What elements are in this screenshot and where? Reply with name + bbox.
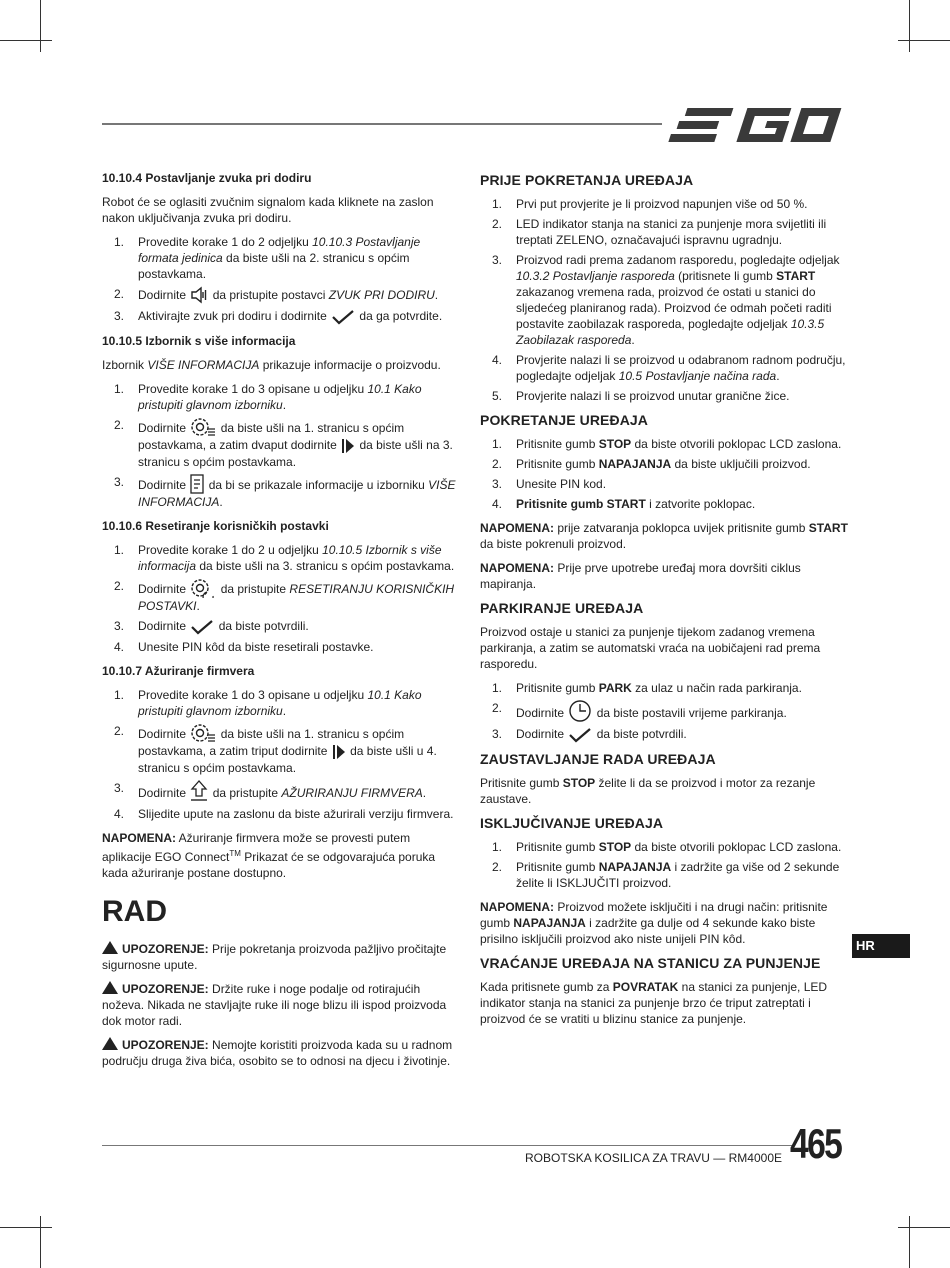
crop-mark [898, 1227, 950, 1228]
left-column [102, 170, 462, 1077]
next-page-icon [332, 744, 346, 760]
paragraph: Proizvod ostaje u stanici za punjenje tijekom zadanog vremena parkiranja, a zatim se automatski vraća na uobičajeni rad prema rasporedu. [480, 625, 821, 671]
step-list [480, 680, 848, 743]
list-item: 3. Dodirnite da bi se prikazale informacije u izborniku VIŠE INFORMACIJA. [114, 475, 456, 509]
crop-mark [0, 1227, 52, 1228]
step-list [102, 381, 462, 510]
list-item: 3. Dodirnite da pristupite AŽURIRANJU FIRMVERA. [114, 781, 427, 800]
crop-mark [40, 1216, 41, 1268]
section-heading: VRAĆANJE UREĐAJA NA STANICU ZA PUNJENJE [480, 955, 821, 971]
section-heading: PRIJE POKRETANJA UREĐAJA [480, 172, 694, 188]
list-item: 2. LED indikator stanja na stanici za punjenje mora svijetliti ili treptati ZELENO, označavajući ispravnu ugradnju. [492, 217, 827, 247]
ego-logo [668, 100, 848, 150]
page-number: 465 [790, 1120, 842, 1167]
footer-rule [102, 1145, 792, 1146]
list-item: 1. Pritisnite gumb STOP da biste otvorili poklopac LCD zaslona. [492, 840, 842, 854]
list-item: 1. Prvi put provjerite je li proizvod napunjen više od 50 %. [492, 197, 808, 211]
list-item: 1. Provedite korake 1 do 2 u odjeljku 10.10.5 Izbornik s više informacija da biste ušli na 3. stranicu s općim postavkama. [114, 543, 455, 573]
step-list [480, 196, 848, 404]
list-item: 1. Pritisnite gumb STOP da biste otvorili poklopac LCD zaslona. [492, 437, 842, 451]
step-list [102, 234, 462, 325]
section-heading: POKRETANJE UREĐAJA [480, 412, 649, 428]
list-item: 3. Aktivirajte zvuk pri dodiru i dodirnite da ga potvrdite. [114, 309, 443, 323]
paragraph: Kada pritisnete gumb za POVRATAK na stanici za punjenje, LED indikator stanja na stanici za punjenje brzo će triput zatreptati i proizvod će se vratiti u blizinu stanice za punjenje. [480, 980, 828, 1026]
note: NAPOMENA: Proizvod možete isključiti i na drugi način: pritisnite gumb NAPAJANJA i zadržite ga dulje od 4 sekunde kako biste prisilno isključili proizvod ako niste unijeli PIN kôd. [480, 900, 828, 946]
section-title: 10.10.6 Resetiranje korisničkih postavki [102, 519, 329, 533]
note: NAPOMENA: prije zatvaranja poklopca uvijek pritisnite gumb START da biste pokrenuli proizvod. [480, 521, 848, 551]
warning-icon [102, 941, 118, 954]
list-item: 1. Provedite korake 1 do 3 opisane u odjeljku 10.1 Kako pristupiti glavnom izborniku. [114, 688, 422, 718]
speaker-icon [190, 286, 208, 304]
footer-title: ROBOTSKA KOSILICA ZA TRAVU — RM4000E [525, 1151, 782, 1165]
list-item: 2. Dodirnite da biste postavili vrijeme parkiranja. [492, 701, 787, 720]
warning: UPOZORENJE: Držite ruke i noge podalje od rotirajućih noževa. Nikada ne stavljajte ruke ili noge blizu ili ispod proizvoda dok motor radi. [102, 982, 447, 1028]
paragraph: Izbornik VIŠE INFORMACIJA prikazuje informacije o proizvodu. [102, 358, 441, 372]
right-column [480, 170, 848, 1035]
step-list [480, 839, 848, 891]
list-item: 2. Dodirnite da biste ušli na 1. stranicu s općim postavkama, a zatim dvaput dodirnite da biste ušli na 3. stranicu s općim postavkama. [114, 418, 453, 469]
next-page-icon [341, 438, 355, 454]
checkmark-icon [190, 619, 214, 635]
step-list [480, 436, 848, 512]
list-item: 2. Pritisnite gumb NAPAJANJA i zadržite ga više od 2 sekunde želite li ISKLJUČITI proizvod. [492, 860, 840, 890]
note: NAPOMENA: Prije prve upotrebe uređaj mora dovršiti ciklus mapiranja. [480, 561, 801, 591]
list-item: 1. Pritisnite gumb PARK za ulaz u način rada parkiranja. [492, 681, 802, 695]
crop-mark [0, 40, 52, 41]
warning: UPOZORENJE: Nemojte koristiti proizvoda kada su u radnom području druga živa bića, osobito se to odnosi na djecu i životinje. [102, 1038, 453, 1068]
info-list-icon [190, 474, 204, 494]
step-list [102, 687, 462, 822]
paragraph: Pritisnite gumb STOP želite li da se proizvod i motor za rezanje zaustave. [480, 776, 816, 806]
list-item: 4. Unesite PIN kôd da biste resetirali postavke. [114, 640, 374, 654]
language-badge: HR [852, 934, 910, 958]
list-item: 1. Provedite korake 1 do 3 opisane u odjeljku 10.1 Kako pristupiti glavnom izborniku. [114, 382, 422, 412]
section-title: 10.10.7 Ažuriranje firmvera [102, 664, 255, 678]
checkmark-icon [568, 727, 592, 743]
crop-mark [909, 1216, 910, 1268]
clock-icon [568, 700, 592, 722]
crop-mark [898, 40, 950, 41]
list-item: 1. Provedite korake 1 do 2 odjeljku 10.10.3 Postavljanje formata jedinica da biste ušli na 2. stranicu s općim postavkama. [114, 235, 421, 281]
list-item: 2. Dodirnite da pristupite postavci ZVUK PRI DODIRU. [114, 287, 439, 302]
step-list [102, 542, 462, 655]
section-heading: ISKLJUČIVANJE UREĐAJA [480, 815, 664, 831]
list-item: 4. Pritisnite gumb START i zatvorite poklopac. [492, 497, 756, 511]
crop-mark [909, 0, 910, 52]
list-item: 3. Proizvod radi prema zadanom rasporedu, pogledajte odjeljak 10.3.2 Postavljanje rasporeda (pritisnete li gumb START zakazanog vremena rada, proizvod će ostati u stanici do sljedećeg planiranog rada). Proizvod će odmah početi raditi postavite zaobilazak rasporeda, pogledajte odjeljak 10.3.5 Zaobilazak rasporeda. [492, 253, 840, 347]
list-item: 4. Slijedite upute na zaslonu da biste ažurirali verziju firmvera. [114, 807, 454, 821]
list-item: 4. Provjerite nalazi li se proizvod u odabranom radnom području, pogledajte odjeljak 10.5 Postavljanje načina rada. [492, 353, 846, 383]
header-rule [102, 123, 662, 125]
list-item: 2. Dodirnite da pristupite RESETIRANJU KORISNIČKIH POSTAVKI. [114, 579, 455, 613]
reset-settings-icon [190, 578, 216, 598]
settings-icon [190, 417, 216, 437]
list-item: 3. Unesite PIN kod. [492, 477, 607, 491]
list-item: 2. Pritisnite gumb NAPAJANJA da biste uključili proizvod. [492, 457, 811, 471]
paragraph: Robot će se oglasiti zvučnim signalom kada kliknete na zaslon nakon uključivanja zvuka pri dodiru. [102, 195, 434, 225]
section-title: 10.10.4 Postavljanje zvuka pri dodiru [102, 171, 312, 185]
section-title: 10.10.5 Izbornik s više informacija [102, 334, 296, 348]
firmware-update-icon [190, 780, 208, 802]
checkmark-icon [331, 309, 355, 325]
list-item: 5. Provjerite nalazi li se proizvod unutar granične žice. [492, 389, 790, 403]
warning-icon [102, 981, 118, 994]
section-heading: ZAUSTAVLJANJE RADA UREĐAJA [480, 751, 716, 767]
note: NAPOMENA: Ažuriranje firmvera može se provesti putem aplikacije EGO Connect™ Prikazat će se odgovarajuća poruka kada ažuriranje postane dostupno. [102, 831, 436, 880]
list-item: 2. Dodirnite da biste ušli na 1. stranicu s općim postavkama, a zatim triput dodirnite da biste ušli u 4. stranicu s općim postavkama. [114, 724, 437, 775]
warning-icon [102, 1037, 118, 1050]
list-item: 3. Dodirnite da biste potvrdili. [492, 727, 687, 741]
crop-mark [40, 0, 41, 52]
warning: UPOZORENJE: Prije pokretanja proizvoda pažljivo pročitajte sigurnosne upute. [102, 942, 447, 972]
settings-icon [190, 723, 216, 743]
section-heading: PARKIRANJE UREĐAJA [480, 600, 644, 616]
list-item: 3. Dodirnite da biste potvrdili. [114, 619, 309, 633]
section-heading-rad: RAD [102, 895, 167, 928]
